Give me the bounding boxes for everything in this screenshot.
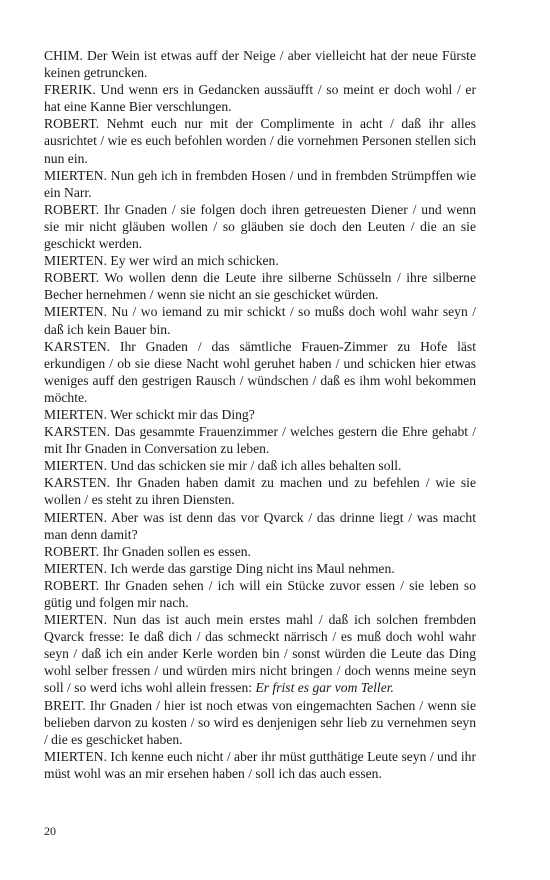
paragraph-mierten-3: MIERTEN. Nu / wo iemand zu mir schickt / so mußs doch wohl wahr seyn / daß ich kein Bauer bin. <box>44 304 476 337</box>
paragraph-mierten-6: MIERTEN. Aber was ist denn das vor Qvarck / das drinne liegt / was macht man denn damit? <box>44 509 476 542</box>
page-number: 20 <box>44 824 56 838</box>
paragraph-robert-3: ROBERT. Wo wollen denn die Leute ihre silberne Schüsseln / ihre silberne Becher hernehmen / wenn sie nicht an sie geschicket würden. <box>44 270 476 303</box>
paragraph-karsten-3: KARSTEN. Ihr Gnaden haben damit zu machen und zu befehlen / wie sie wollen / es steht zu ihren Diensten. <box>44 475 476 508</box>
paragraph-breit-1: BREIT. Ihr Gnaden / hier ist noch etwas von eingemachten Sachen / wenn sie belieben darvon zu kosten / so wird es denjenigen sehr lieb zu vernehmen seyn / die es geschicket haben. <box>44 697 476 747</box>
paragraph-robert-4: ROBERT. Ihr Gnaden sollen es essen. <box>44 543 251 559</box>
paragraph-mierten-8 <box>44 611 476 696</box>
paragraph-frerik-1: FRERIK. Und wenn ers in Gedancken aussäufft / so meint er doch wohl / er hat eine Kanne Bier verschlungen. <box>44 82 476 115</box>
paragraph-mierten-7: MIERTEN. Ich werde das garstige Ding nicht ins Maul nehmen. <box>44 560 395 576</box>
paragraph-chim-1: CHIM. Der Wein ist etwas auff der Neige / aber vielleicht hat der neue Fürste keinen getruncken. <box>44 48 476 81</box>
paragraph-mierten-4: MIERTEN. Wer schickt mir das Ding? <box>44 406 255 422</box>
paragraph-mierten-5: MIERTEN. Und das schicken sie mir / daß ich alles behalten soll. <box>44 458 402 474</box>
text-block <box>44 47 476 782</box>
paragraph-mierten-8-speech: MIERTEN. Nun das ist auch mein erstes mahl / daß ich solchen frembden Qvarck fresse: Ie daß dich / das schmeckt närrisch / es muß doch wohl wahr seyn / daß ich ein ander Kerle worden bin / sonst würden die Leute das Ding wohl selber fressen / und würden mirs nicht bringen / doch wenns meine seyn soll / so werd ichs wohl allein fressen: <box>44 612 476 696</box>
paragraph-robert-5: ROBERT. Ihr Gnaden sehen / ich will ein Stücke zuvor essen / sie leben so gütig und folgen mir nach. <box>44 577 476 610</box>
paragraph-mierten-9: MIERTEN. Ich kenne euch nicht / aber ihr müst gutthätige Leute seyn / und ihr müst wohl was an mir ersehen haben / soll ich das auch essen. <box>44 748 476 781</box>
stage-direction: Er frist es gar vom Teller. <box>255 680 394 696</box>
paragraph-robert-2: ROBERT. Ihr Gnaden / sie folgen doch ihren getreuesten Diener / und wenn sie mir nicht gläuben wollen / so gläuben sie doch den Leuten / die an sie geschickt werden. <box>44 201 476 252</box>
paragraph-karsten-2: KARSTEN. Das gesammte Frauenzimmer / welches gestern die Ehre gehabt / mit Ihr Gnaden in Conversation zu leben. <box>44 424 476 457</box>
paragraph-mierten-2: MIERTEN. Ey wer wird an mich schicken. <box>44 253 279 269</box>
paragraph-robert-1: ROBERT. Nehmt euch nur mit der Complimente in acht / daß ihr alles ausrichtet / wie es euch befohlen worden / die vornehmen Personen stellen sich nun ein. <box>44 116 476 166</box>
paragraph-mierten-1: MIERTEN. Nun geh ich in frembden Hosen / und in frembden Strümpffen wie ein Narr. <box>44 167 476 200</box>
paragraph-karsten-1: KARSTEN. Ihr Gnaden / das sämtliche Frauen-Zimmer zu Hofe läst erkundigen / ob sie diese Nacht wohl geruhet haben / und schicken hier etwas weniges auff den gestrigen Rausch / wündschen / daß es ihm wohl bekommen möchte. <box>44 338 476 405</box>
